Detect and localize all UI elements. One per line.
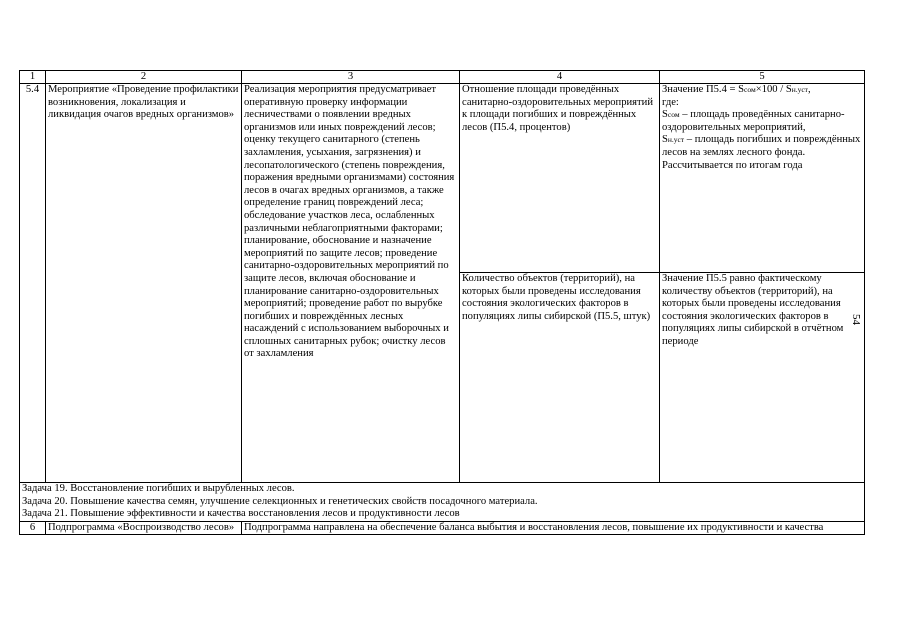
activity-cell: Мероприятие «Проведение профилактики возникновения, локализация и ликвидация очагов вредных организмов»: [46, 84, 242, 483]
indicator-name-cell: Отношение площади проведённых санитарно-оздоровительных мероприятий к площади погибших и повреждённых лесов (П5.4, процентов): [460, 84, 660, 273]
description-cell: Реализация мероприятия предусматривает оперативную проверку информации лесничествами о появлении вредных организмов или иных повреждений лесов; оценку текущего санитарного (степень захламления, усыхания, загрязнения) и лесопатологического (степень повреждения, поражения вредными организмами) состояния лесов в очагах вредных организмов, а также определение границ повреждений леса; обследование участков леса, ослабленных различными неблагоприятными факторами; планирование, обоснование и назначение мероприятий по защите лесов; проведение санитарно-оздоровительных мероприятий по защите лесов, включая обоснование и планирование санитарно-оздоровительных мероприятий; проведение работ по вырубке погибших и повреждённых лесных насаждений с использованием выборочных и сплошных санитарных рубок; очистку лесов от захламления: [242, 84, 460, 483]
formula-definition-2: Sн.уст – площадь погибших и повреждённых лесов на землях лесного фонда.: [662, 134, 861, 158]
indicator-name-cell: Количество объектов (территорий), на которых были проведены исследования состояния экологических факторов в популяциях липы сибирской (П5.5, штук): [460, 273, 660, 483]
page-number: 54: [850, 314, 862, 325]
task-line: Задача 21. Повышение эффективности и качества восстановления лесов и продуктивности лесов: [22, 508, 460, 520]
header-cell-2: 2: [46, 71, 242, 84]
indicator-formula-cell: [660, 84, 865, 273]
tasks-cell: [20, 483, 865, 522]
task-line: Задача 20. Повышение качества семян, улучшение селекционных и генетических свойств посадочного материала.: [22, 495, 538, 507]
formula-definition-1: Sсом – площадь проведённых санитарно-оздоровительных мероприятий,: [662, 109, 845, 133]
header-cell-1: 1: [20, 71, 46, 84]
formula-where: где:: [662, 96, 679, 108]
header-cell-4: 4: [460, 71, 660, 84]
row-number: 6: [20, 521, 46, 535]
activity-cell: Подпрограмма «Воспроизводство лесов»: [46, 521, 242, 535]
row-6: [20, 521, 865, 535]
description-cell: Подпрограмма направлена на обеспечение баланса выбытия и восстановления лесов, повышение их продуктивности и качества: [242, 521, 865, 535]
header-cell-3: 3: [242, 71, 460, 84]
indicator-formula-cell: Значение П5.5 равно фактическому количеству объектов (территорий), на которых были проведены исследования состояния экологических факторов в популяциях липы сибирской в отчётном периоде: [660, 273, 865, 483]
tasks-row: [20, 483, 865, 522]
task-line: Задача 19. Восстановление погибших и вырубленных лесов.: [22, 483, 295, 494]
row-5-4-first: [20, 84, 865, 273]
header-cell-5: 5: [660, 71, 865, 84]
formula-note: Рассчитывается по итогам года: [662, 159, 803, 171]
header-row: [20, 71, 865, 84]
formula-line: Значение П5.4 = Sсом×100 / Sн.уст,: [662, 84, 811, 95]
program-table: [19, 70, 865, 535]
row-number: 5.4: [20, 84, 46, 483]
